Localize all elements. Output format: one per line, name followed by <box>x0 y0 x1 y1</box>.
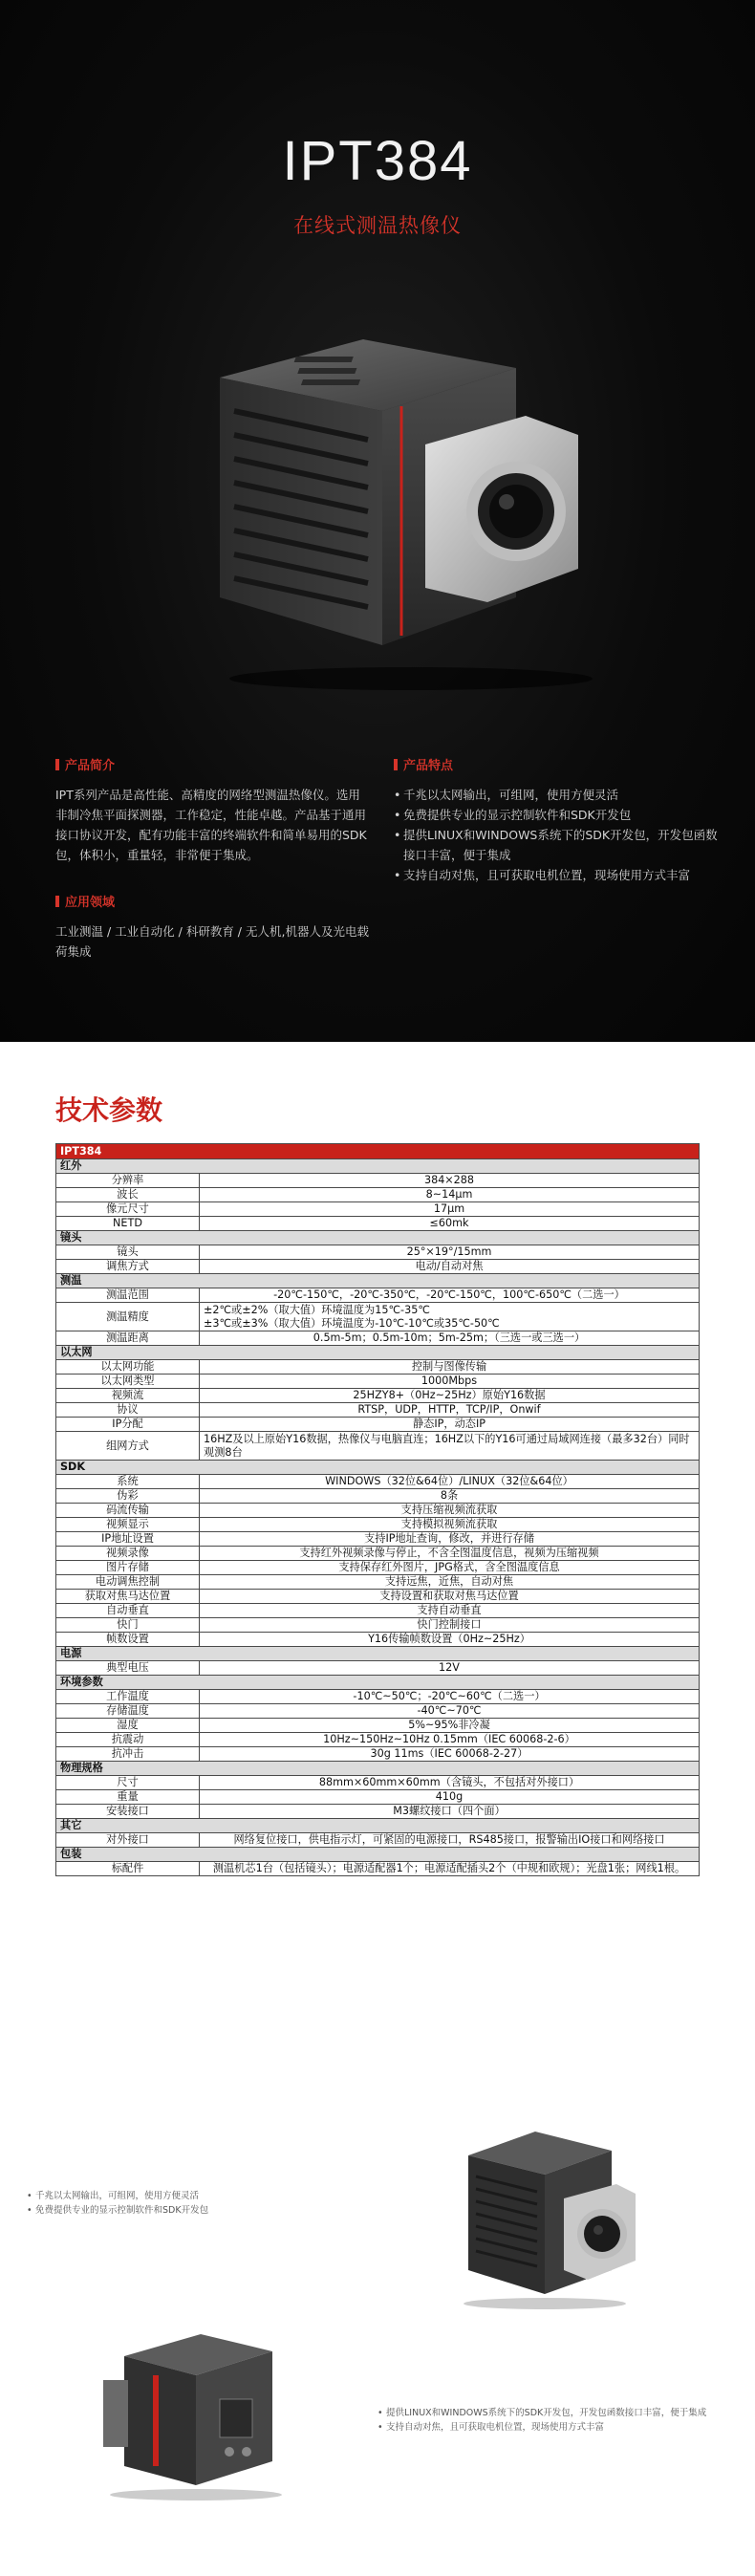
spec-category-row <box>56 1762 700 1776</box>
spec-value: 支持IP地址查询，修改，并进行存储 <box>200 1532 700 1547</box>
spec-value: 12V <box>200 1661 700 1676</box>
heading-marker-icon <box>55 759 59 770</box>
features-heading: 产品特点 <box>394 755 719 773</box>
spec-category-label: 红外 <box>56 1159 700 1174</box>
spec-row <box>56 1188 700 1202</box>
spec-row <box>56 1260 700 1274</box>
spec-row <box>56 1790 700 1805</box>
feature-item: • 提供LINUX和WINDOWS系统下的SDK开发包，开发包函数接口丰富，便于集成 <box>394 825 719 865</box>
spec-row <box>56 1403 700 1418</box>
spec-row <box>56 1575 700 1590</box>
spec-key: 像元尺寸 <box>56 1202 200 1217</box>
spec-key: 帧数设置 <box>56 1633 200 1647</box>
spec-row <box>56 1245 700 1260</box>
spec-value: ≤60mk <box>200 1217 700 1231</box>
apps-heading: 应用领域 <box>55 892 371 910</box>
spec-value: 支持远焦，近焦，自动对焦 <box>200 1575 700 1590</box>
spec-value: 410g <box>200 1790 700 1805</box>
apps-text: 工业测温 / 工业自动化 / 科研教育 / 无人机,机器人及光电载荷集成 <box>55 924 369 959</box>
spec-key: 调焦方式 <box>56 1260 200 1274</box>
spec-value: 8条 <box>200 1489 700 1504</box>
gallery-text-2 <box>378 2406 722 2435</box>
spec-key: 测温精度 <box>56 1303 200 1331</box>
spec-key: 波长 <box>56 1188 200 1202</box>
spec-key: 抗冲击 <box>56 1747 200 1762</box>
spec-row <box>56 1561 700 1575</box>
spec-category-label: 测温 <box>56 1274 700 1288</box>
spec-key: 码流传输 <box>56 1504 200 1518</box>
product-title: IPT384 <box>282 130 473 192</box>
spec-row <box>56 1418 700 1432</box>
spec-key: 视频录像 <box>56 1547 200 1561</box>
spec-row <box>56 1690 700 1704</box>
spec-key: 湿度 <box>56 1719 200 1733</box>
spec-key: 系统 <box>56 1475 200 1489</box>
spec-category-row <box>56 1819 700 1833</box>
spec-value: 0.5m-5m；0.5m-10m；5m-25m；（三选一或三选一） <box>200 1331 700 1346</box>
spec-row <box>56 1288 700 1303</box>
spec-key: 视频显示 <box>56 1518 200 1532</box>
intro-column <box>55 755 371 962</box>
spec-value: 88mm×60mm×60mm（含镜头，不包括对外接口） <box>200 1776 700 1790</box>
heading-marker-icon <box>394 759 398 770</box>
spec-category-label: 包装 <box>56 1848 700 1862</box>
spec-key: 以太网类型 <box>56 1375 200 1389</box>
intro-heading: 产品简介 <box>55 755 371 773</box>
product-subtitle: 在线式测温热像仪 <box>293 214 462 237</box>
spec-value: 支持自动垂直 <box>200 1604 700 1618</box>
feature-item: • 支持自动对焦，且可获取电机位置，现场使用方式丰富 <box>394 865 719 885</box>
features-list <box>394 785 719 885</box>
spec-key: 分辨率 <box>56 1174 200 1188</box>
gallery-bullet: • 支持自动对焦，且可获取电机位置，现场使用方式丰富 <box>378 2420 722 2435</box>
specs-title: 技术参数 <box>55 1094 163 1126</box>
spec-category-label: 其它 <box>56 1819 700 1833</box>
spec-row <box>56 1590 700 1604</box>
spec-key: 测温距离 <box>56 1331 200 1346</box>
spec-category-row <box>56 1676 700 1690</box>
spec-row <box>56 1862 700 1876</box>
gallery-bullet: • 提供LINUX和WINDOWS系统下的SDK开发包，开发包函数接口丰富，便于集成 <box>378 2406 722 2420</box>
gallery-bullet: • 千兆以太网输出，可组网，使用方便灵活 <box>27 2189 275 2203</box>
spec-key: 图片存储 <box>56 1561 200 1575</box>
intro-text: IPT系列产品是高性能、高精度的网络型测温热像仪。选用非制冷焦平面探测器，工作稳定，性能卓越。产品基于通用接口协议开发，配有功能丰富的终端软件和简单易用的SDK包，体积小，重量轻，非常便于集成。 <box>55 788 367 862</box>
spec-category-row <box>56 1848 700 1862</box>
spec-row <box>56 1833 700 1848</box>
gallery-section-2 <box>0 2318 755 2576</box>
spec-key: 伪彩 <box>56 1489 200 1504</box>
spec-model-cell: IPT384 <box>56 1144 700 1159</box>
spec-key: IP分配 <box>56 1418 200 1432</box>
spec-category-label: 电源 <box>56 1647 700 1661</box>
spec-value: 10Hz~150Hz~10Hz 0.15mm（IEC 60068-2-6） <box>200 1733 700 1747</box>
spec-key: 典型电压 <box>56 1661 200 1676</box>
spec-value: 8~14μm <box>200 1188 700 1202</box>
gallery-bullet: • 免费提供专业的显示控制软件和SDK开发包 <box>27 2203 275 2218</box>
spec-table <box>55 1143 700 1876</box>
spec-row <box>56 1704 700 1719</box>
spec-row <box>56 1518 700 1532</box>
spec-row <box>56 1432 700 1461</box>
camera-photo-front <box>449 2117 640 2313</box>
gallery-section-1 <box>0 2122 755 2318</box>
spec-category-label: 环境参数 <box>56 1676 700 1690</box>
spec-category-row <box>56 1159 700 1174</box>
spec-model-row <box>56 1144 700 1159</box>
spec-value: 测温机芯1台（包括镜头）；电源适配器1个；电源适配插头2个（中规和欧规）；光盘1张；网线1根。 <box>200 1862 700 1876</box>
spec-row <box>56 1174 700 1188</box>
spec-value: 快门控制接口 <box>200 1618 700 1633</box>
spec-value: 25°×19°/15mm <box>200 1245 700 1260</box>
spec-key: NETD <box>56 1217 200 1231</box>
spec-row <box>56 1331 700 1346</box>
spec-value: 支持红外视频录像与停止，不含全图温度信息，视频为压缩视频 <box>200 1547 700 1561</box>
spec-key: 视频流 <box>56 1389 200 1403</box>
spec-value: 网络复位接口，供电指示灯，可紧固的电源接口，RS485接口，报警输出IO接口和网络接口 <box>200 1833 700 1848</box>
spec-row <box>56 1360 700 1375</box>
spec-key: 重量 <box>56 1790 200 1805</box>
spec-row <box>56 1633 700 1647</box>
spec-value: 30g 11ms（IEC 60068-2-27） <box>200 1747 700 1762</box>
spec-value: 支持设置和获取对焦马达位置 <box>200 1590 700 1604</box>
spec-value: 5%~95%非冷凝 <box>200 1719 700 1733</box>
spec-key: 尺寸 <box>56 1776 200 1790</box>
spec-category-row <box>56 1647 700 1661</box>
spec-key: IP地址设置 <box>56 1532 200 1547</box>
spec-row <box>56 1217 700 1231</box>
spec-value: 支持模拟视频流获取 <box>200 1518 700 1532</box>
heading-marker-icon <box>55 896 59 907</box>
spec-row <box>56 1389 700 1403</box>
spec-value: RTSP，UDP，HTTP，TCP/IP，Onwif <box>200 1403 700 1418</box>
gallery-bullets-2 <box>378 2406 722 2435</box>
gallery-text-1 <box>27 2189 275 2218</box>
spec-category-row <box>56 1231 700 1245</box>
spec-category-label: 物理规格 <box>56 1762 700 1776</box>
spec-value: 控制与图像传输 <box>200 1360 700 1375</box>
spec-row <box>56 1375 700 1389</box>
spec-key: 安装接口 <box>56 1805 200 1819</box>
spec-row <box>56 1661 700 1676</box>
spec-category-row <box>56 1274 700 1288</box>
spec-row <box>56 1733 700 1747</box>
spec-category-label: 镜头 <box>56 1231 700 1245</box>
spec-category-row <box>56 1461 700 1475</box>
spec-row <box>56 1776 700 1790</box>
spec-value: ±2℃或±2%（取大值）环境温度为15℃-35℃ ±3℃或±3%（取大值）环境温度为-10℃-10℃或35℃-50℃ <box>200 1303 700 1331</box>
spec-value: -40℃~70℃ <box>200 1704 700 1719</box>
spec-key: 协议 <box>56 1403 200 1418</box>
camera-product-image <box>201 330 612 693</box>
spec-row <box>56 1805 700 1819</box>
spec-row <box>56 1532 700 1547</box>
spec-key: 获取对焦马达位置 <box>56 1590 200 1604</box>
camera-photo-rear <box>96 2323 296 2504</box>
spec-value: Y16传输帧数设置（0Hz~25Hz） <box>200 1633 700 1647</box>
spec-value: WINDOWS（32位&64位）/LINUX（32位&64位） <box>200 1475 700 1489</box>
spec-key: 电动调焦控制 <box>56 1575 200 1590</box>
spec-key: 对外接口 <box>56 1833 200 1848</box>
spec-value: 电动/自动对焦 <box>200 1260 700 1274</box>
spec-value: 支持保存红外图片，JPG格式，含全图温度信息 <box>200 1561 700 1575</box>
spec-key: 快门 <box>56 1618 200 1633</box>
spec-value: -20℃-150℃，-20℃-350℃，-20℃-150℃，100℃-650℃（二选一） <box>200 1288 700 1303</box>
features-column <box>394 755 719 885</box>
spec-row <box>56 1604 700 1618</box>
spec-key: 存储温度 <box>56 1704 200 1719</box>
spec-category-label: 以太网 <box>56 1346 700 1360</box>
spec-key: 抗震动 <box>56 1733 200 1747</box>
spec-row <box>56 1489 700 1504</box>
spec-row <box>56 1618 700 1633</box>
spec-row <box>56 1303 700 1331</box>
spec-key: 测温范围 <box>56 1288 200 1303</box>
spec-value: M3螺纹接口（四个面） <box>200 1805 700 1819</box>
hero-section <box>0 0 755 1042</box>
spec-category-row <box>56 1346 700 1360</box>
gallery-bullets-1 <box>27 2189 275 2218</box>
spec-key: 标配件 <box>56 1862 200 1876</box>
spec-row <box>56 1504 700 1518</box>
spec-key: 组网方式 <box>56 1432 200 1461</box>
spec-value: 25HZY8+（0Hz~25Hz）原始Y16数据 <box>200 1389 700 1403</box>
spec-row <box>56 1202 700 1217</box>
spec-row <box>56 1547 700 1561</box>
spec-key: 以太网功能 <box>56 1360 200 1375</box>
spec-value: 17μm <box>200 1202 700 1217</box>
spec-row <box>56 1719 700 1733</box>
spec-value: 16HZ及以上原始Y16数据，热像仪与电脑直连；16HZ以下的Y16可通过局域网连接（最多32台）同时观测8台 <box>200 1432 700 1461</box>
spec-value: 1000Mbps <box>200 1375 700 1389</box>
spec-row <box>56 1475 700 1489</box>
feature-item: • 免费提供专业的显示控制软件和SDK开发包 <box>394 805 719 825</box>
spec-value: 静态IP，动态IP <box>200 1418 700 1432</box>
spec-value: -10℃~50℃；-20℃~60℃（二选一） <box>200 1690 700 1704</box>
feature-item: • 千兆以太网输出，可组网，使用方便灵活 <box>394 785 719 805</box>
spec-key: 自动垂直 <box>56 1604 200 1618</box>
spec-value: 支持压缩视频流获取 <box>200 1504 700 1518</box>
spec-row <box>56 1747 700 1762</box>
spec-category-label: SDK <box>56 1461 700 1475</box>
specs-section <box>0 1042 755 2122</box>
spec-key: 工作温度 <box>56 1690 200 1704</box>
spec-key: 镜头 <box>56 1245 200 1260</box>
spec-value: 384×288 <box>200 1174 700 1188</box>
